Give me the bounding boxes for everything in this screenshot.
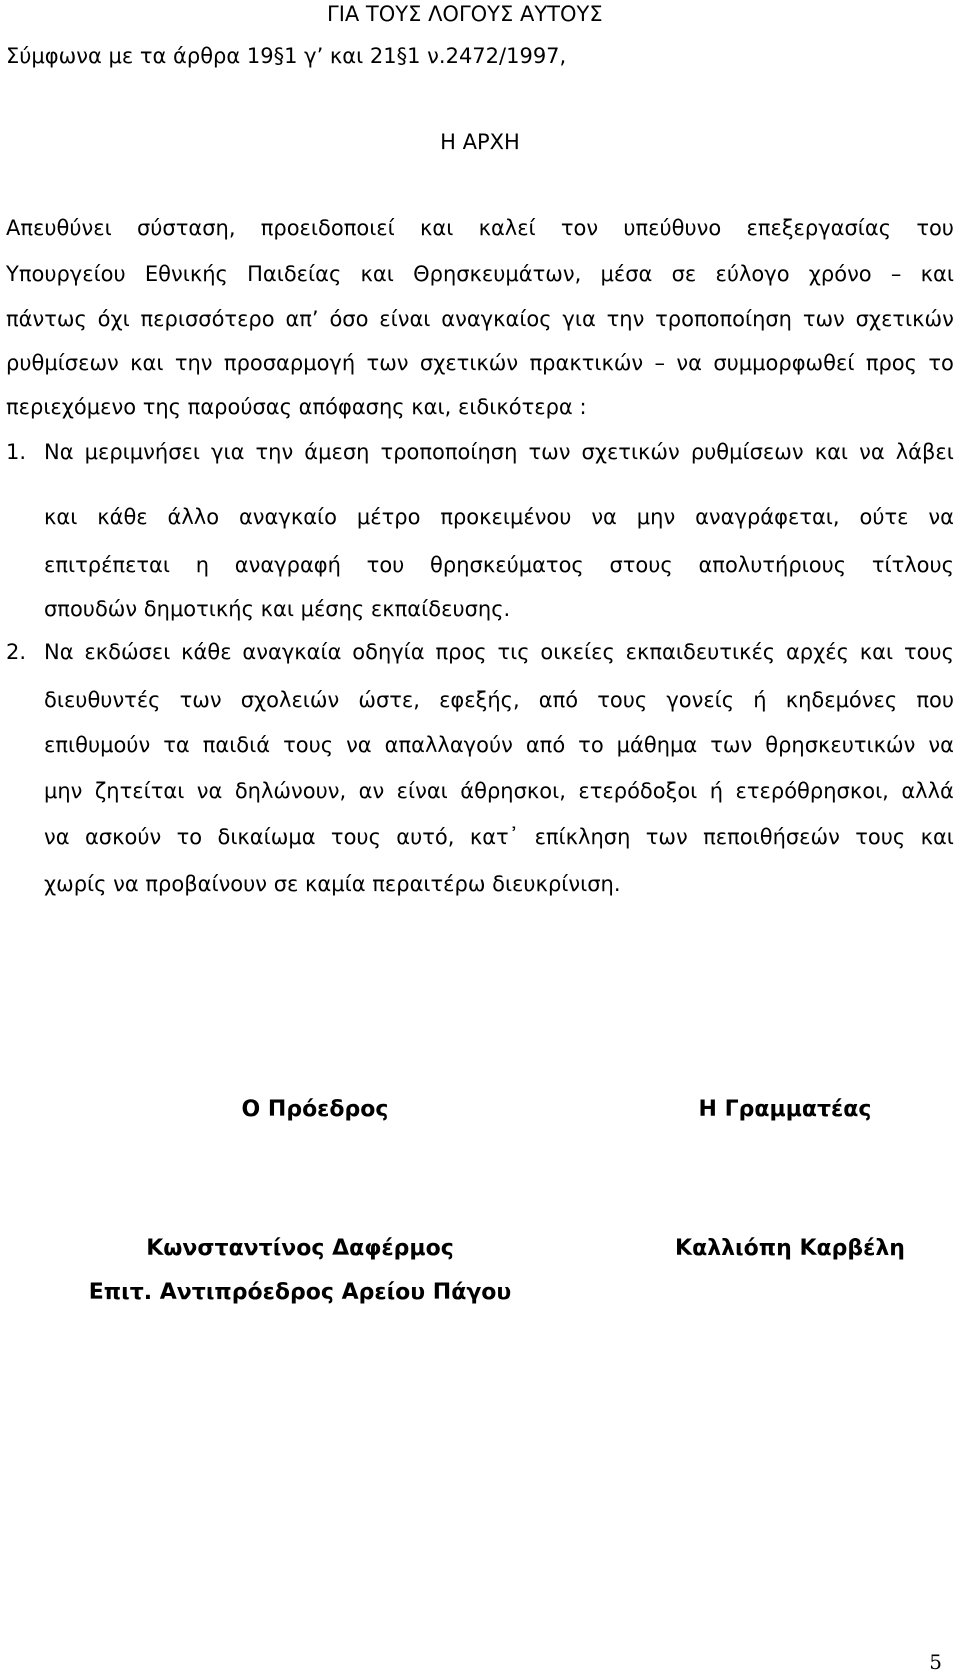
item-2-number: 2.	[6, 640, 27, 664]
intro-line-3: πάντως όχι περισσότερο απ’ όσο είναι αναγκαίος για την τροποποίηση των σχετικών	[6, 307, 954, 331]
intro-line-5: περιεχόμενο της παρούσας απόφασης και, ειδικότερα :	[6, 395, 587, 419]
item-1-line-4: σπουδών δημοτικής και μέσης εκπαίδευσης.	[44, 597, 511, 621]
item-2-line-6: χωρίς να προβαίνουν σε καμία περαιτέρω διευκρίνιση.	[44, 872, 621, 896]
item-2-line-1: Να εκδώσει κάθε αναγκαία οδηγία προς τις οικείες εκπαιδευτικές αρχές και τους	[44, 640, 954, 664]
intro-line-2: Υπουργείου Εθνικής Παιδείας και Θρησκευμάτων, μέσα σε εύλογο χρόνο – και	[6, 262, 954, 286]
section-heading: ΓΙΑ ΤΟΥΣ ΛΟΓΟΥΣ ΑΥΤΟΥΣ	[327, 2, 603, 26]
legal-basis: Σύμφωνα με τα άρθρα 19§1 γ’ και 21§1 ν.2472/1997,	[6, 44, 567, 68]
intro-line-1: Απευθύνει σύσταση, προειδοποιεί και καλεί τον υπεύθυνο επεξεργασίας του	[6, 216, 954, 240]
signature-role-president: Ο Πρόεδρος	[241, 1097, 389, 1122]
authority-heading: Η ΑΡΧΗ	[440, 130, 520, 154]
item-1-line-2: και κάθε άλλο αναγκαίο μέτρο προκειμένου να μην αναγράφεται, ούτε να	[44, 505, 954, 529]
signature-title-president: Επιτ. Αντιπρόεδρος Αρείου Πάγου	[88, 1280, 512, 1305]
item-2-line-5: να ασκούν το δικαίωμα τους αυτό, κατ᾿ επίκληση των πεποιθήσεών τους και	[44, 825, 954, 849]
item-2-line-4: μην ζητείται να δηλώνουν, αν είναι άθρησκοι, ετερόδοξοι ή ετερόθρησκοι, αλλά	[44, 779, 954, 803]
signature-role-secretary: Η Γραμματέας	[698, 1097, 872, 1122]
intro-line-4: ρυθμίσεων και την προσαρμογή των σχετικών πρακτικών – να συμμορφωθεί προς το	[6, 351, 954, 375]
item-1-line-3: επιτρέπεται η αναγραφή του θρησκεύματος στους απολυτήριους τίτλους	[44, 553, 954, 577]
item-2-line-2: διευθυντές των σχολειών ώστε, εφεξής, από τους γονείς ή κηδεμόνες που	[44, 688, 954, 712]
item-1-line-1: Να μεριμνήσει για την άμεση τροποποίηση των σχετικών ρυθμίσεων και να λάβει	[44, 440, 954, 464]
page-number: 5	[929, 1650, 942, 1674]
item-1-number: 1.	[6, 440, 27, 464]
signature-name-secretary: Καλλιόπη Καρβέλη	[675, 1236, 905, 1261]
item-2-line-3: επιθυμούν τα παιδιά τους να απαλλαγούν από το μάθημα των θρησκευτικών να	[44, 733, 954, 757]
signature-name-president: Κωνσταντίνος Δαφέρμος	[146, 1236, 454, 1261]
